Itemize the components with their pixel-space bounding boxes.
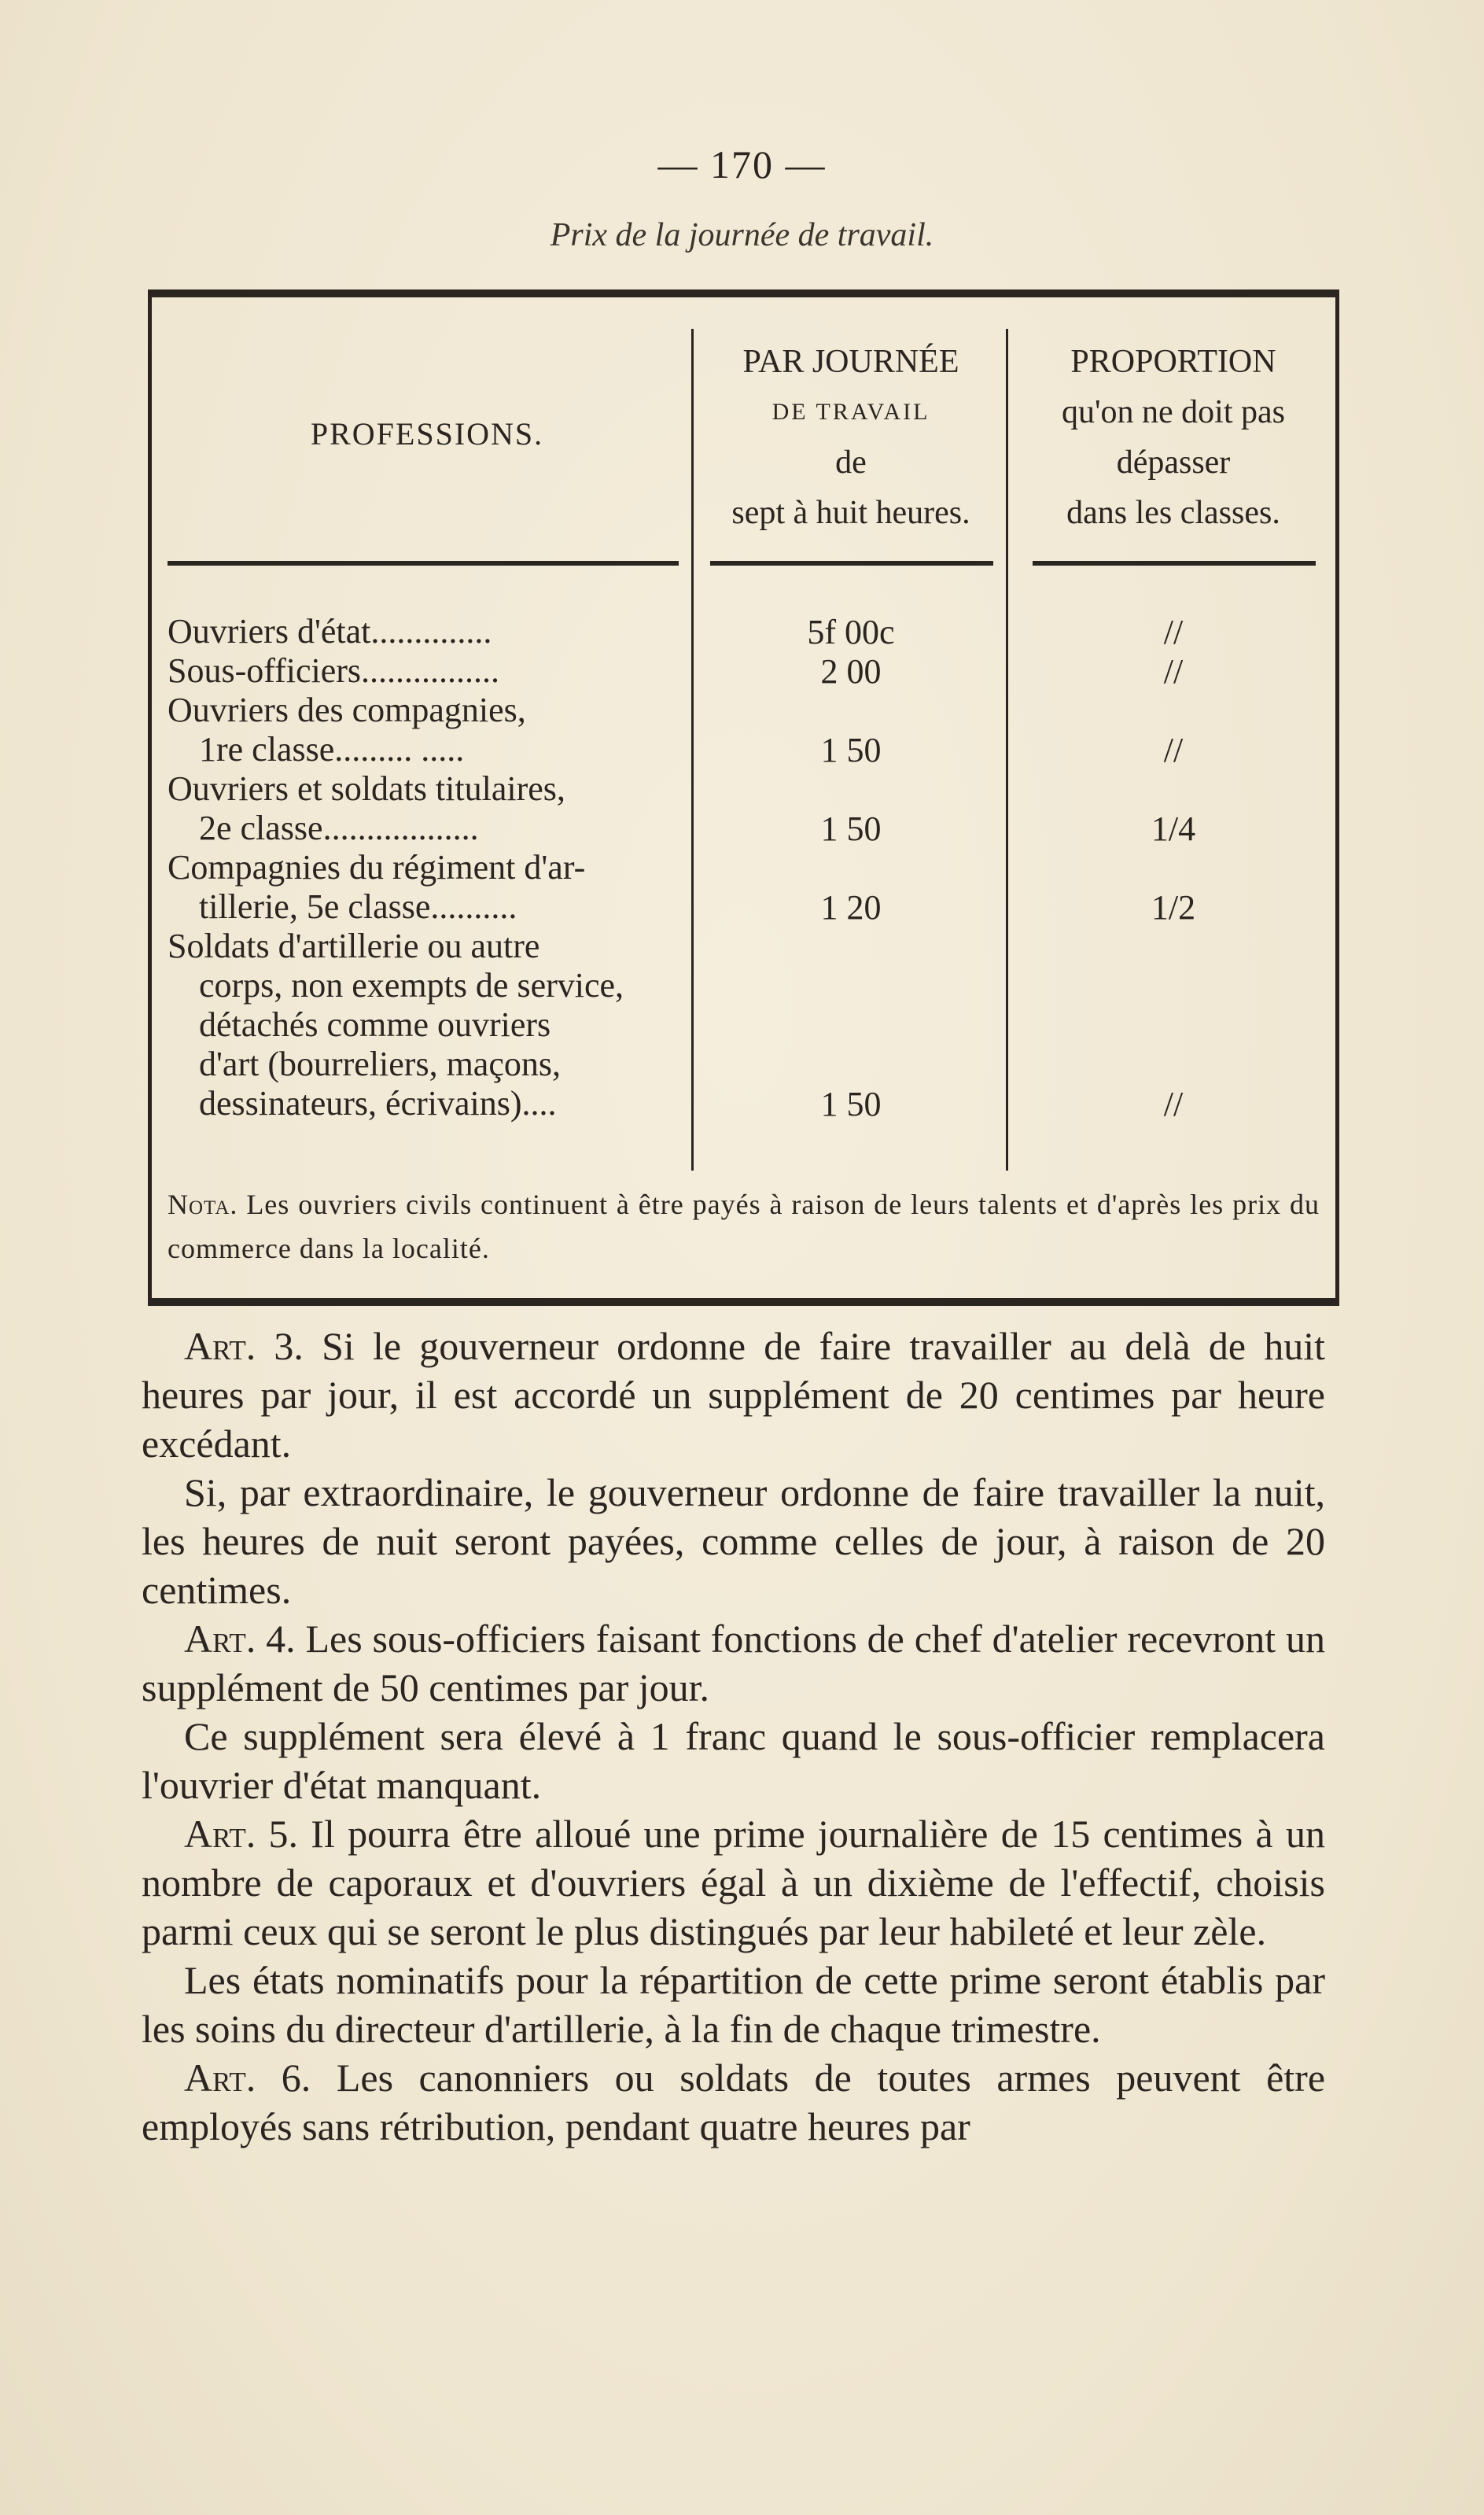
wage-table — [148, 289, 1339, 1306]
profession-line: Ouvriers et soldats titulaires, — [168, 769, 565, 808]
profession-line: Compagnies du régiment d'ar- — [168, 848, 586, 887]
column-divider — [691, 329, 694, 1171]
header-line: DE TRAVAIL — [771, 399, 930, 425]
paragraph — [142, 1322, 1325, 1468]
header-rule — [168, 561, 679, 566]
profession-line: 2e classe.................. — [199, 809, 479, 847]
profession-cell — [168, 651, 687, 691]
proportion-cell: // — [1163, 613, 1184, 651]
profession-line: dessinateurs, écrivains).... — [199, 1084, 557, 1123]
article-label: Art. 6. — [184, 2056, 311, 2100]
profession-line: d'art (bourreliers, maçons, — [199, 1045, 561, 1083]
column-divider — [1006, 329, 1008, 1171]
value-cell: 1 50 — [820, 1085, 882, 1123]
paragraph — [142, 1712, 1325, 1809]
proportion-cell: 1/2 — [1151, 888, 1196, 927]
proportion-cell: // — [1163, 652, 1184, 691]
value-cell: 2 00 — [820, 652, 882, 691]
paragraph-text: Il pourra être alloué une prime journalière de 15 centimes à un nombre de caporaux et d'ouvriers égal à un dixième de l'effectif, choisis parmi ceux qui se seront le plus distingués par leur habileté et leur zèle. — [142, 1812, 1325, 1953]
value-cell: 1 50 — [820, 731, 882, 769]
note-text: Les ouvriers civils continuent à être payés à raison de leurs talents et d'après les prix du commerce dans la localité. — [168, 1189, 1320, 1264]
value-cell: 5f 00c — [807, 613, 895, 651]
paragraph-text: Les états nominatifs pour la répartition de cette prime seront établis par les soins du directeur d'artillerie, à la fin de chaque trimestre. — [142, 1958, 1325, 2051]
paragraph-text: Ce supplément sera élevé à 1 franc quand le sous-officier remplacera l'ouvrier d'état manquant. — [142, 1714, 1325, 1807]
article-label: Art. 5. — [184, 1812, 299, 1856]
profession-cell — [168, 848, 687, 927]
header-proportion — [1012, 337, 1335, 538]
article-label: Art. 3. — [184, 1324, 304, 1368]
paragraph — [142, 1614, 1325, 1712]
header-line: dans les classes. — [1066, 495, 1280, 531]
page-title: Prix de la journée de travail. — [550, 217, 934, 253]
header-rule — [1033, 561, 1316, 566]
note-label: Nota. — [168, 1189, 238, 1220]
paragraph — [142, 1956, 1325, 2053]
header-line: de — [835, 444, 867, 481]
profession-line: corps, non exempts de service, — [199, 966, 624, 1005]
table-note — [168, 1182, 1320, 1270]
header-professions: PROFESSIONS. — [310, 416, 544, 452]
header-daily-pay — [698, 337, 1004, 538]
header-line: qu'on ne doit pas — [1061, 394, 1286, 430]
profession-line: Ouvriers des compagnies, — [168, 691, 526, 729]
article-label: Art. 4. — [184, 1617, 296, 1661]
value-cell: 1 50 — [820, 809, 882, 848]
profession-line: Soldats d'artillerie ou autre — [168, 927, 540, 965]
paragraph — [142, 2053, 1325, 2151]
proportion-cell: 1/4 — [1151, 809, 1196, 848]
header-line: sept à huit heures. — [731, 495, 970, 531]
paragraph — [142, 1809, 1325, 1956]
profession-cell — [168, 927, 687, 1123]
header-line: dépasser — [1116, 444, 1231, 481]
profession-line: détachés comme ouvriers — [199, 1005, 551, 1044]
profession-line: tillerie, 5e classe.......... — [199, 887, 517, 926]
proportion-cell: // — [1163, 731, 1184, 769]
header-line: PAR JOURNÉE — [742, 344, 959, 380]
paragraph-text: Si le gouverneur ordonne de faire travailler au delà de huit heures par jour, il est accordé un supplément de 20 centimes par heure excédant. — [142, 1324, 1325, 1466]
profession-line: 1re classe......... ..... — [199, 730, 465, 769]
paragraph-text: Les sous-officiers faisant fonctions de chef d'atelier recevront un supplément de 50 centimes par jour. — [142, 1617, 1326, 1709]
header-rule — [710, 561, 993, 566]
value-cell: 1 20 — [820, 888, 882, 927]
paragraph-text: Si, par extraordinaire, le gouverneur ordonne de faire travailler la nuit, les heures de nuit seront payées, comme celles de jour, à raison de 20 centimes. — [142, 1470, 1325, 1612]
profession-line: Sous-officiers................ — [168, 651, 500, 690]
page-number: — 170 — — [657, 142, 827, 186]
header-line: PROPORTION — [1070, 344, 1276, 380]
profession-cell — [168, 769, 687, 848]
paragraph — [142, 1468, 1325, 1614]
profession-cell — [168, 691, 687, 769]
profession-line: Ouvriers d'état.............. — [168, 612, 492, 651]
profession-cell — [168, 612, 687, 651]
paragraph-text: Les canonniers ou soldats de toutes armes peuvent être employés sans rétribution, pendant quatre heures par — [142, 2056, 1326, 2148]
body-text — [142, 1322, 1325, 2151]
proportion-cell: // — [1163, 1085, 1184, 1123]
